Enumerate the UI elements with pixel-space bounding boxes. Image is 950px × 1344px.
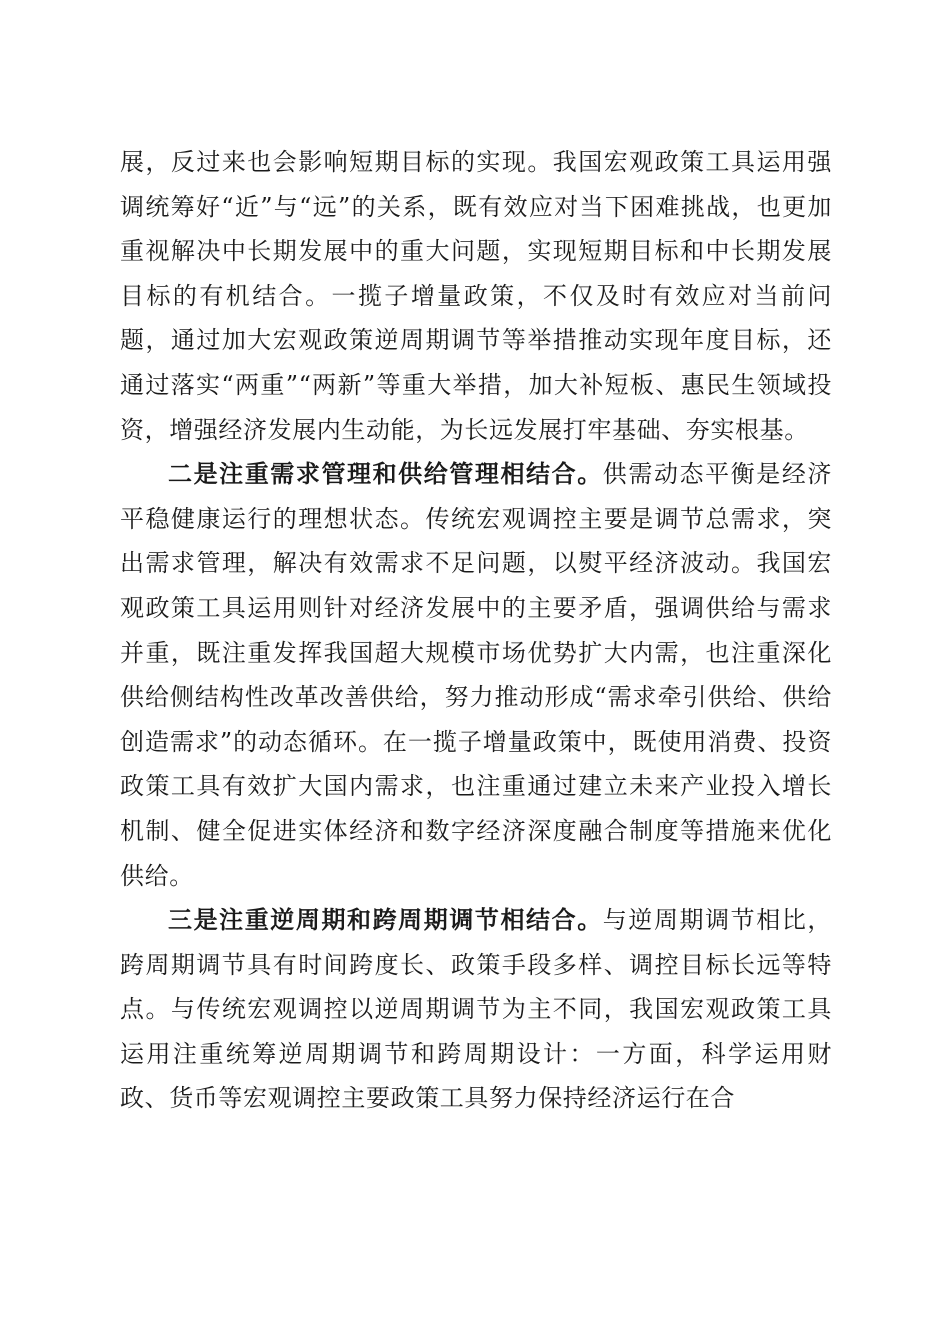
paragraph-lead-heading: 二是注重需求管理和供给管理相结合。 — [168, 460, 603, 489]
paragraph-demand-supply — [120, 452, 832, 898]
paragraph-countercyclical — [120, 898, 832, 1121]
paragraph-text: 供需动态平衡是经济平稳健康运行的理想状态。传统宏观调控主要是调节总需求，突出需求管理，解决有效需求不足问题，以熨平经济波动。我国宏观政策工具运用则针对经济发展中的主要矛盾，强调供给与需求并重，既注重发挥我国超大规模市场优势扩大内需，也注重深化供给侧结构性改革改善供给，努力推动形成“需求牵引供给、供给创造需求”的动态循环。在一揽子增量政策中，既使用消费、投资政策工具有效扩大国内需求，也注重通过建立未来产业投入增长机制、健全促进实体经济和数字经济深度融合制度等措施来优化供给。 — [120, 460, 833, 890]
paragraph-continuation — [120, 140, 832, 452]
paragraph-text: 展，反过来也会影响短期目标的实现。我国宏观政策工具运用强调统筹好“近”与“远”的关系，既有效应对当下困难挑战，也更加重视解决中长期发展中的重大问题，实现短期目标和中长期发展目标的有机结合。一揽子增量政策，不仅及时有效应对当前问题，通过加大宏观政策逆周期调节等举措推动实现年度目标，还通过落实“两重”“两新”等重大举措，加大补短板、惠民生领域投资，增强经济发展内生动能，为长远发展打牢基础、夯实根基。 — [120, 148, 832, 444]
paragraph-text: 与逆周期调节相比，跨周期调节具有时间跨度长、政策手段多样、调控目标长远等特点。与传统宏观调控以逆周期调节为主不同，我国宏观政策工具运用注重统筹逆周期调节和跨周期设计：一方面，科学运用财政、货币等宏观调控主要政策工具努力保持经济运行在合 — [120, 906, 833, 1113]
paragraph-lead-heading: 三是注重逆周期和跨周期调节相结合。 — [168, 906, 603, 935]
document-body — [120, 140, 832, 1121]
